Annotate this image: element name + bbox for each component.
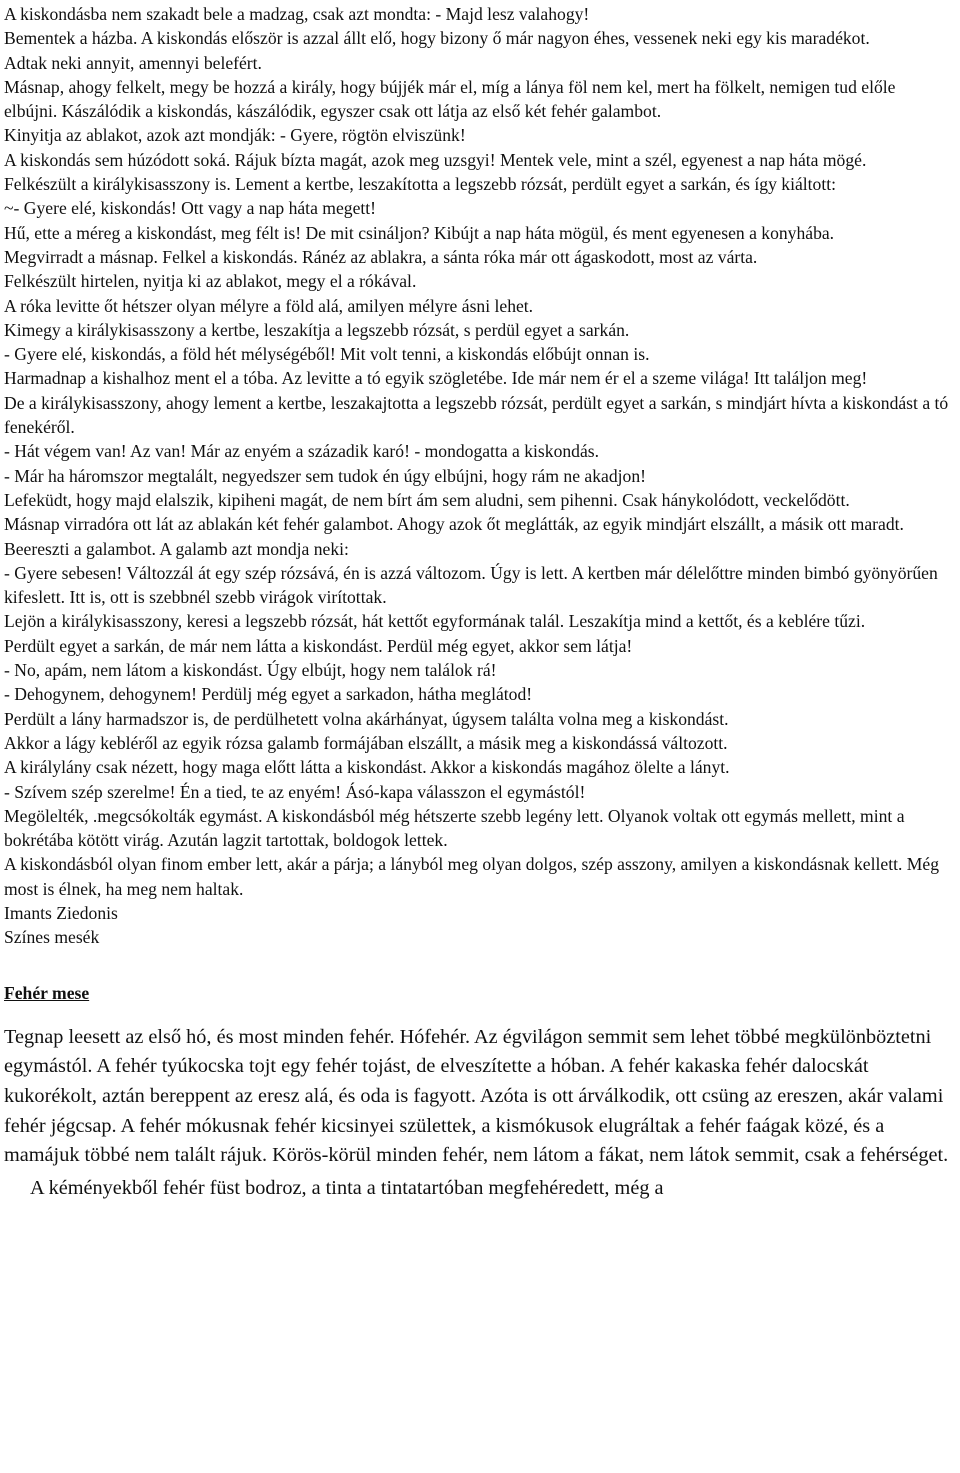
paragraph: Perdült a lány harmadszor is, de perdülhetett volna akárhányat, úgysem találta volna meg a kiskondást. xyxy=(4,708,729,729)
paragraph: Perdült egyet a sarkán, de már nem látta a kiskondást. Perdül még egyet, akkor sem látja! xyxy=(4,635,633,656)
paragraph: De a királykisasszony, ahogy lement a kertbe, leszakajtotta a legszebb rózsát, perdült egyet a sarkán, s mindjárt hívta a kiskondást a tó fenekéről. xyxy=(4,392,949,438)
paragraph: A róka levitte őt hétszer olyan mélyre a föld alá, amilyen mélyre ásni lehet. xyxy=(4,295,534,316)
paragraph: Megölelték, .megcsókolták egymást. A kiskondásból még hétszerte szebb legény lett. Olyanok voltak ott egymás mellett, mint a bokrétába kötött virág. Azután lagzit tartottak, boldogok lettek. xyxy=(4,805,905,851)
second-story-text xyxy=(4,1023,952,1204)
paragraph: Másnap virradóra ott lát az ablakán két fehér galambot. Ahogy azok őt meglátták, az egyik mindjárt elszállt, a másik ott maradt. xyxy=(4,514,904,535)
paragraph: - Gyere elé, kiskondás, a föld hét mélységéből! Mit volt tenni, a kiskondás előbújt onnan is. xyxy=(4,344,650,365)
paragraph: Lejön a királykisasszony, keresi a legszebb rózsát, hát kettőt egyformának talál. Leszakítja mind a kettőt, és a keblére tűzi. xyxy=(4,611,866,632)
story-text xyxy=(4,2,952,901)
collection-name: Színes mesék xyxy=(4,927,100,948)
paragraph: - Szívem szép szerelme! Én a tied, te az enyém! Ásó-kapa válasszon el egymástól! xyxy=(4,781,586,802)
paragraph: A királylány csak nézett, hogy maga előtt látta a kiskondást. Akkor a kiskondás magához ölelte a lányt. xyxy=(4,757,730,778)
paragraph: Akkor a lágy kebléről az egyik rózsa galamb formájában elszállt, a másik meg a kiskondássá változott. xyxy=(4,732,728,753)
paragraph: Megvirradt a másnap. Felkel a kiskondás. Ránéz az ablakra, a sánta róka már ott ágaskodott, most az várta. xyxy=(4,246,758,267)
paragraph: - Már ha háromszor megtalált, negyedszer sem tudok én úgy elbújni, hogy rám ne akadjon! xyxy=(4,465,646,486)
paragraph: Harmadnap a kishalhoz ment el a tóba. Az levitte a tó egyik szögletébe. Ide már nem ér el a szeme világa! Itt találjon meg! xyxy=(4,368,868,389)
paragraph: - No, apám, nem látom a kiskondást. Úgy elbújt, hogy nem találok rá! xyxy=(4,660,497,681)
paragraph: A kiskondásba nem szakadt bele a madzag, csak azt mondta: - Majd lesz valahogy! xyxy=(4,4,590,24)
paragraph: ~- Gyere elé, kiskondás! Ott vagy a nap háta megett! xyxy=(4,198,377,219)
paragraph: - Gyere sebesen! Változzál át egy szép rózsává, én is azzá változom. Úgy is lett. A kertben már délelőttre minden bimbó gyönyörűen kifeslett. Itt is, ott is szebbnél szebb virágok virítottak. xyxy=(4,562,938,608)
paragraph: - Hát végem van! Az van! Már az enyém a századik karó! - mondogatta a kiskondás. xyxy=(4,441,600,462)
paragraph: Felkészült hirtelen, nyitja ki az ablakot, megy el a rókával. xyxy=(4,271,417,292)
paragraph: - Dehogynem, dehogynem! Perdülj még egyet a sarkadon, hátha meglátod! xyxy=(4,684,533,705)
story-signature xyxy=(4,901,952,950)
paragraph: Adtak neki annyit, amennyi belefért. xyxy=(4,52,262,73)
paragraph: Bementek a házba. A kiskondás először is azzal állt elő, hogy bizony ő már nagyon éhes, vessenek neki egy kis maradékot. xyxy=(4,28,870,49)
paragraph: Felkészült a királykisasszony is. Lement a kertbe, leszakította a legszebb rózsát, perdült egyet a sarkán, és így kiáltott: xyxy=(4,174,837,195)
document-page xyxy=(4,2,952,1204)
story-title: Fehér mese xyxy=(4,982,90,1003)
paragraph: Tegnap leesett az első hó, és most minden fehér. Hófehér. Az égvilágon semmit sem lehet többé megkülönböztetni egymástól. A fehér tyúkocska tojt egy fehér tojást, de elveszítette a hóban. A fehér kakaska fehér dalocskát kukorékolt, aztán bereppent az eresz alá, és oda is fagyott. Azóta is ott árválkodik, ott csüng az ereszen, akár valami fehér jégcsap. A fehér mókusnak fehér kicsinyei születtek, a kismókusok elugráltak a fehér faágak közé, és a mamájuk többé nem talált rájuk. Körös-körül minden fehér, nem látom a fákat, nem látok semmit, csak a fehérséget. xyxy=(4,1025,949,1167)
paragraph: Kinyitja az ablakot, azok azt mondják: - Gyere, rögtön elviszünk! xyxy=(4,125,466,146)
paragraph: Beereszti a galambot. A galamb azt mondja neki: xyxy=(4,538,349,559)
paragraph: A kiskondásból olyan finom ember lett, akár a párja; a lányból meg olyan dolgos, szép asszony, amilyen a kiskondásnak kellett. Még most is élnek, ha meg nem haltak. xyxy=(4,854,940,899)
author-name: Imants Ziedonis xyxy=(4,902,118,923)
paragraph: Másnap, ahogy felkelt, megy be hozzá a király, hogy bújjék már el, míg a lánya föl nem kel, mert ha fölkelt, nemigen tud előle elbújni. Kászálódik a kiskondás, kászálódik, egyszer csak ott látja az első két fehér galambot. xyxy=(4,76,896,122)
paragraph: Kimegy a királykisasszony a kertbe, leszakítja a legszebb rózsát, s perdül egyet a sarkán. xyxy=(4,319,630,340)
paragraph: Hű, ette a méreg a kiskondást, meg félt is! De mit csináljon? Kibújt a nap háta mögül, és ment egyenesen a konyhába. xyxy=(4,222,835,243)
paragraph: A kéményekből fehér füst bodroz, a tinta a tintatartóban megfehéredett, még a xyxy=(30,1177,664,1200)
paragraph: Lefeküdt, hogy majd elalszik, kipiheni magát, de nem bírt ám sem aludni, sem pihenni. Csak hánykolódott, veckelődött. xyxy=(4,489,850,510)
paragraph: A kiskondás sem húzódott soká. Rájuk bízta magát, azok meg uzsgyi! Mentek vele, mint a szél, egyenest a nap háta mögé. xyxy=(4,149,867,170)
